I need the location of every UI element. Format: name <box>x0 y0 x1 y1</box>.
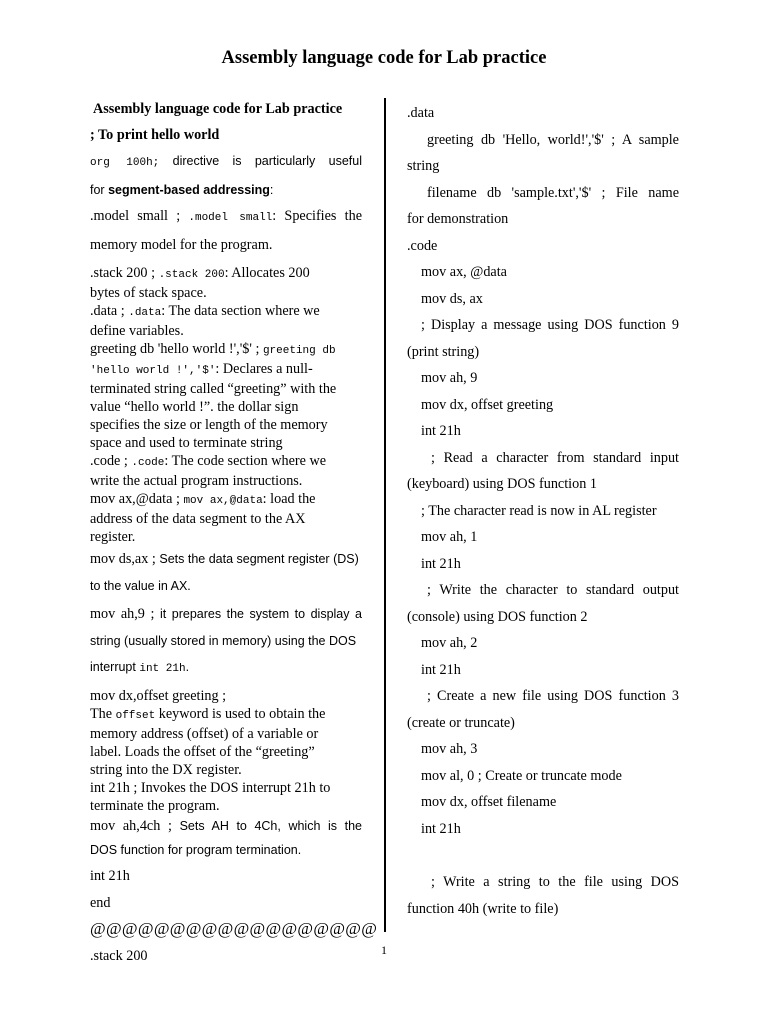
right-line: ; Read a character from standard input <box>431 449 679 466</box>
right-line: mov ds, ax <box>421 290 483 307</box>
movax-line-2: address of the data segment to the AX <box>90 511 306 527</box>
left-heading: Assembly language code for Lab practice <box>93 101 343 117</box>
right-line: ; Create a new file using DOS function 3 <box>427 688 679 704</box>
right-line: mov dx, offset filename <box>421 794 557 810</box>
greeting-line-5: specifies the size or length of the memory <box>90 417 328 433</box>
code-line: .code ; .code: The code section where we <box>90 453 327 469</box>
movax-line-3: register. <box>90 529 136 545</box>
right-line: function 40h (write to file) <box>407 900 559 917</box>
right-line: mov dx, offset greeting <box>421 396 554 413</box>
movdx-line-2: The offset keyword is used to obtain the <box>90 705 326 722</box>
right-column <box>407 100 679 922</box>
greeting-line-3: terminated string called “greeting” with the <box>90 381 337 397</box>
left-column <box>90 100 378 969</box>
code-line-2: write the actual program instructions. <box>90 473 303 489</box>
movah9-line: mov ah,9 ; it prepares the system to display a <box>90 606 362 622</box>
movdx-line-4: label. Loads the offset of the “greeting” <box>90 743 315 760</box>
data-line: .data ; .data: The data section where we <box>90 303 320 319</box>
movds-line: mov ds,ax ; Sets the data segment register (DS) <box>90 551 359 567</box>
movdx-line-3: memory address (offset) of a variable or <box>90 725 319 742</box>
stack-line: .stack 200 ; .stack 200: Allocates 200 <box>90 265 310 281</box>
right-line: for demonstration <box>407 211 509 227</box>
right-line: ; Write a string to the file using DOS <box>431 874 679 890</box>
model-line: .model small ; .model small: Specifies the <box>90 208 362 224</box>
movdx-line: mov dx,offset greeting ; <box>90 687 227 704</box>
left-subheading: ; To print hello world <box>90 127 220 143</box>
int21-final: int 21h <box>90 868 130 884</box>
right-line: (console) using DOS function 2 <box>407 608 588 625</box>
right-line: .code <box>407 237 438 254</box>
int21-line: int 21h ; Invokes the DOS interrupt 21h to <box>90 779 331 796</box>
right-line: (create or truncate) <box>407 714 515 731</box>
org-line-2: for segment-based addressing: <box>90 182 274 197</box>
greeting-line-4: value “hello world !”. the dollar sign <box>90 399 299 415</box>
int21-line-2: terminate the program. <box>90 797 220 814</box>
right-line: ; The character read is now in AL register <box>421 502 657 519</box>
mov4c-line-2: DOS function for program termination. <box>90 842 302 857</box>
right-line: mov ah, 3 <box>421 741 478 757</box>
right-line: (keyboard) using DOS function 1 <box>407 476 597 492</box>
mov4c-line: mov ah,4ch ; Sets AH to 4Ch, which is the <box>90 817 362 834</box>
data-line-2: define variables. <box>90 323 184 339</box>
right-line: int 21h <box>421 820 461 837</box>
right-line: mov al, 0 ; Create or truncate mode <box>421 767 622 784</box>
right-line: mov ax, @data <box>421 264 507 280</box>
right-line: .data <box>407 105 435 121</box>
right-line: mov ah, 9 <box>421 370 478 386</box>
right-line: (print string) <box>407 343 480 360</box>
greeting-line: greeting db 'hello world !','$' ; greeting db <box>90 341 336 357</box>
column-divider <box>384 98 386 932</box>
right-line: int 21h <box>421 423 461 439</box>
page-number: 1 <box>381 943 387 957</box>
right-line: filename db 'sample.txt','$' ; File name <box>427 184 679 201</box>
stack-200-line: .stack 200 <box>90 947 148 964</box>
right-line: mov ah, 1 <box>421 529 478 545</box>
greeting-line-2: 'hello world !','$': Declares a null- <box>90 361 313 377</box>
right-line: ; Write the character to standard output <box>427 582 679 598</box>
right-line: string <box>407 158 440 174</box>
movds-line-2: to the value in AX. <box>90 578 191 593</box>
right-line: int 21h <box>421 555 461 572</box>
right-line: int 21h <box>421 661 461 678</box>
at-separator: @@@@@@@@@@@@@@@@@@ <box>90 919 378 938</box>
org-line: org 100h; directive is particularly useful <box>90 154 362 169</box>
right-line: greeting db 'Hello, world!','$' ; A sample <box>427 131 679 148</box>
movax-line: mov ax,@data ; mov ax,@data: load the <box>90 491 316 507</box>
page-title: Assembly language code for Lab practice <box>221 48 547 68</box>
movdx-line-5: string into the DX register. <box>90 761 242 778</box>
movah9-line-2: string (usually stored in memory) using the DOS <box>90 633 357 648</box>
movah9-line-3: interrupt int 21h. <box>90 660 190 675</box>
end-line: end <box>90 894 111 911</box>
right-line: mov ah, 2 <box>421 635 478 651</box>
right-line: ; Display a message using DOS function 9 <box>421 317 679 333</box>
stack-line-2: bytes of stack space. <box>90 285 207 301</box>
greeting-line-6: space and used to terminate string <box>90 435 283 451</box>
model-line-2: memory model for the program. <box>90 236 273 253</box>
